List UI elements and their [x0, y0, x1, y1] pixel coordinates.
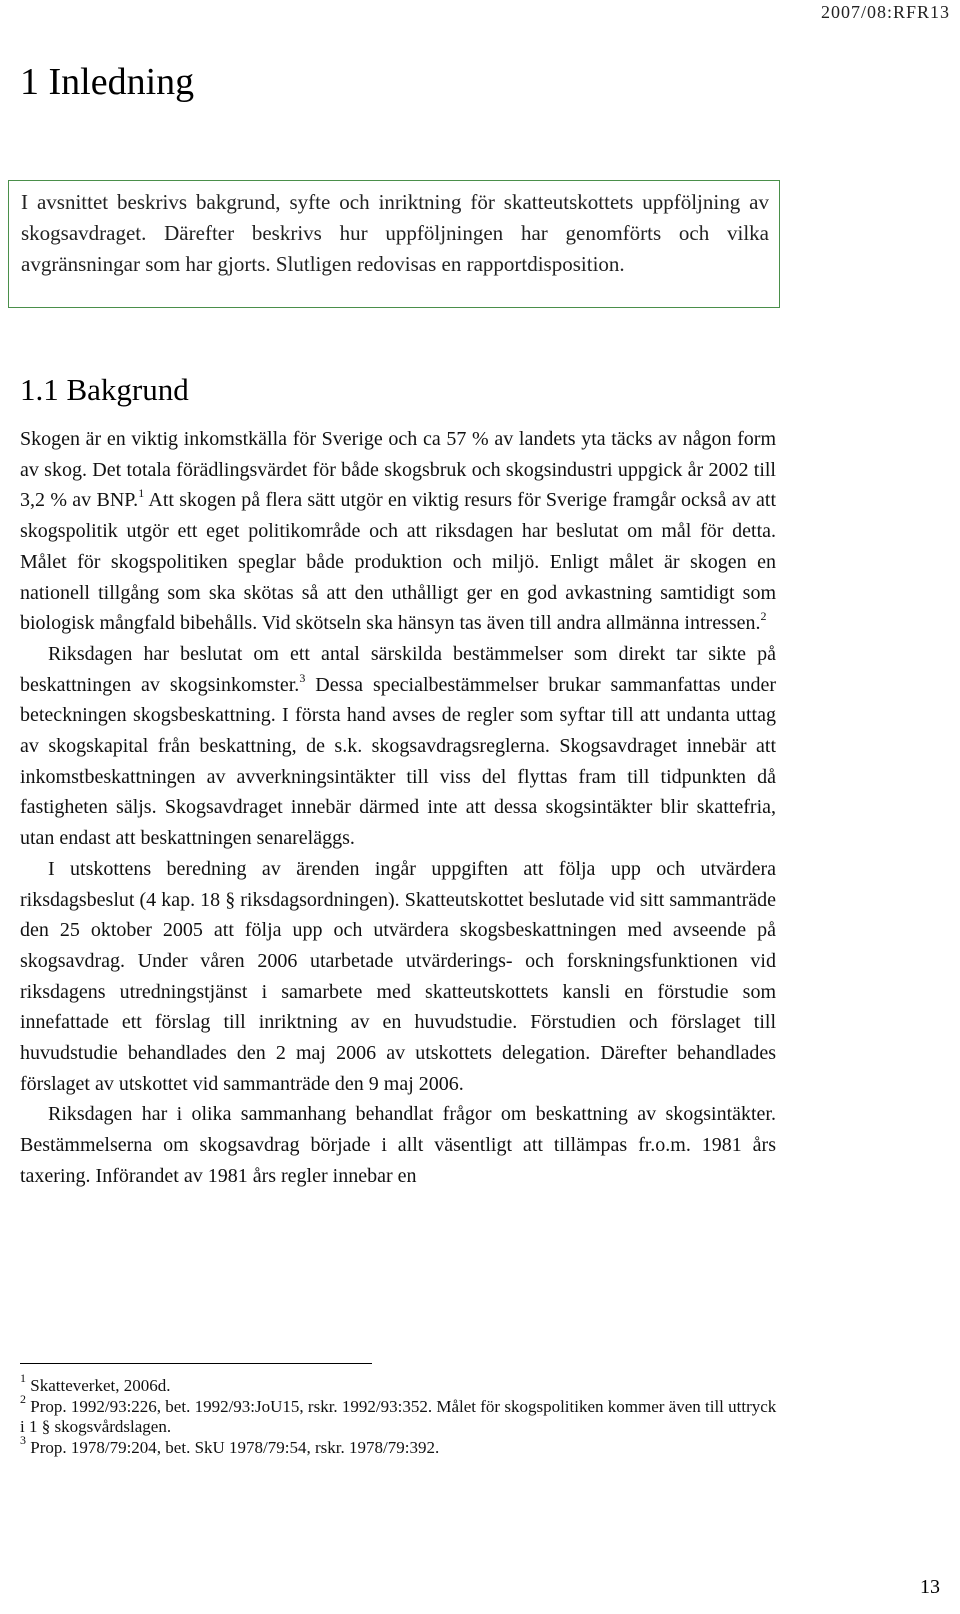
paragraph-2-text-b: Dessa specialbestämmelser brukar sammanfattas under beteckningen skogsbeskattning. I första hand avses de regler som syftar till att undanta uttag av skogskapital från beskattning, de s.k. skogsavdragsreglerna. Skogsavdraget innebär att inkomstbeskattningen av avverkningsintäkter till viss del flyttas fram till tidpunkten då fastigheten säljs. Skogsavdraget innebär därmed inte att dessa skogsintäkter blir skattefria, utan endast att beskattningen senareläggs.	[20, 673, 776, 850]
footnote-1-number: 1	[20, 1371, 26, 1385]
paragraph-3: I utskottens beredning av ärenden ingår uppgiften att följa upp och utvärdera riksdagsbeslut (4 kap. 18 § riksdagsordningen). Skatteutskottet beslutade vid sitt sammanträde den 25 oktober 2005 att följa upp och utvärdera skogsbeskattningen med avseende på skogsavdrag. Under våren 2006 utarbetade utvärderings- och forskningsfunktionen vid riksdagens utredningstjänst i samarbete med skatteutskottets kansli en förstudie som innefattade ett förslag till inriktning av en huvudstudie. Förstudien och förslaget till huvudstudie behandlades den 2 maj 2006 av utskottets delegation. Därefter behandlades förslaget av utskottet vid sammanträde den 9 maj 2006.	[20, 857, 776, 1095]
paragraph-4: Riksdagen har i olika sammanhang behandlat frågor om beskattning av skogsintäkter. Bestämmelserna om skogsavdrag började i allt väsentligt att tillämpas fr.o.m. 1981 års taxering. Införandet av 1981 års regler innebar en	[20, 1103, 776, 1187]
summary-text: I avsnittet beskrivs bakgrund, syfte och inriktning för skatteutskottets uppföljning av skogsavdraget. Därefter beskrivs hur uppföljningen har genomförts och vilka avgränsningar som har gjorts. Slutligen redovisas en rapportdisposition.	[21, 190, 769, 276]
footnote-2-text: Prop. 1992/93:226, bet. 1992/93:JoU15, rskr. 1992/93:352. Målet för skogspolitiken kommer även till uttryck i 1 § skogsvårdslagen.	[20, 1396, 777, 1436]
page-number: 13	[920, 1576, 940, 1598]
footnote-1	[20, 1371, 780, 1397]
footnote-3-text: Prop. 1978/79:204, bet. SkU 1978/79:54, rskr. 1978/79:392.	[26, 1437, 440, 1457]
section-body	[20, 424, 776, 1192]
footnote-1-text: Skatteverket, 2006d.	[26, 1376, 171, 1395]
paragraph-2	[20, 639, 776, 854]
footnote-2-number: 2	[20, 1391, 26, 1406]
footnote-ref-2[interactable]: 2	[760, 609, 767, 624]
paragraph-1-text-a: Skogen är en viktig inkomstkälla för Sverige och ca 57 % av landets yta täcks av någon form av skog. Det totala förädlingsvärdet för både skogsbruk och skogsindustri uppgick år 2002 till 3,2 % av BNP.	[20, 428, 776, 512]
document-id: 2007/08:RFR13	[820, 2, 950, 22]
section-title: 1.1 Bakgrund	[20, 372, 189, 407]
footnote-3	[20, 1432, 780, 1459]
footnotes	[20, 1371, 780, 1458]
footnote-divider	[20, 1363, 372, 1364]
paragraph-2-text-a: Riksdagen har beslutat om ett antal särskilda bestämmelser som direkt tar sikte på beskattningen av skogsinkomster.	[20, 642, 776, 696]
footnote-ref-3[interactable]: 3	[299, 670, 306, 685]
chapter-title: 1 Inledning	[20, 61, 195, 103]
footnote-3-number: 3	[20, 1432, 26, 1447]
footnote-ref-1[interactable]: 1	[138, 486, 145, 501]
paragraph-1	[20, 424, 776, 639]
paragraph-1-text-b: Att skogen på flera sätt utgör en viktig resurs för Sverige framgår också av att skogspolitik utgör ett eget politikområde och att riksdagen har beslutat om mål för detta. Målet för skogspolitiken speglar både produktion och miljö. Enligt målet är skogen en nationell tillgång som ska skötas så att den uthålligt ger en god avkastning samtidigt som biologisk mångfald bibehålls. Vid skötseln ska hänsyn tas även till andra allmänna intressen.	[20, 489, 776, 635]
chapter-summary-box	[8, 180, 780, 308]
footnote-2	[20, 1391, 780, 1438]
